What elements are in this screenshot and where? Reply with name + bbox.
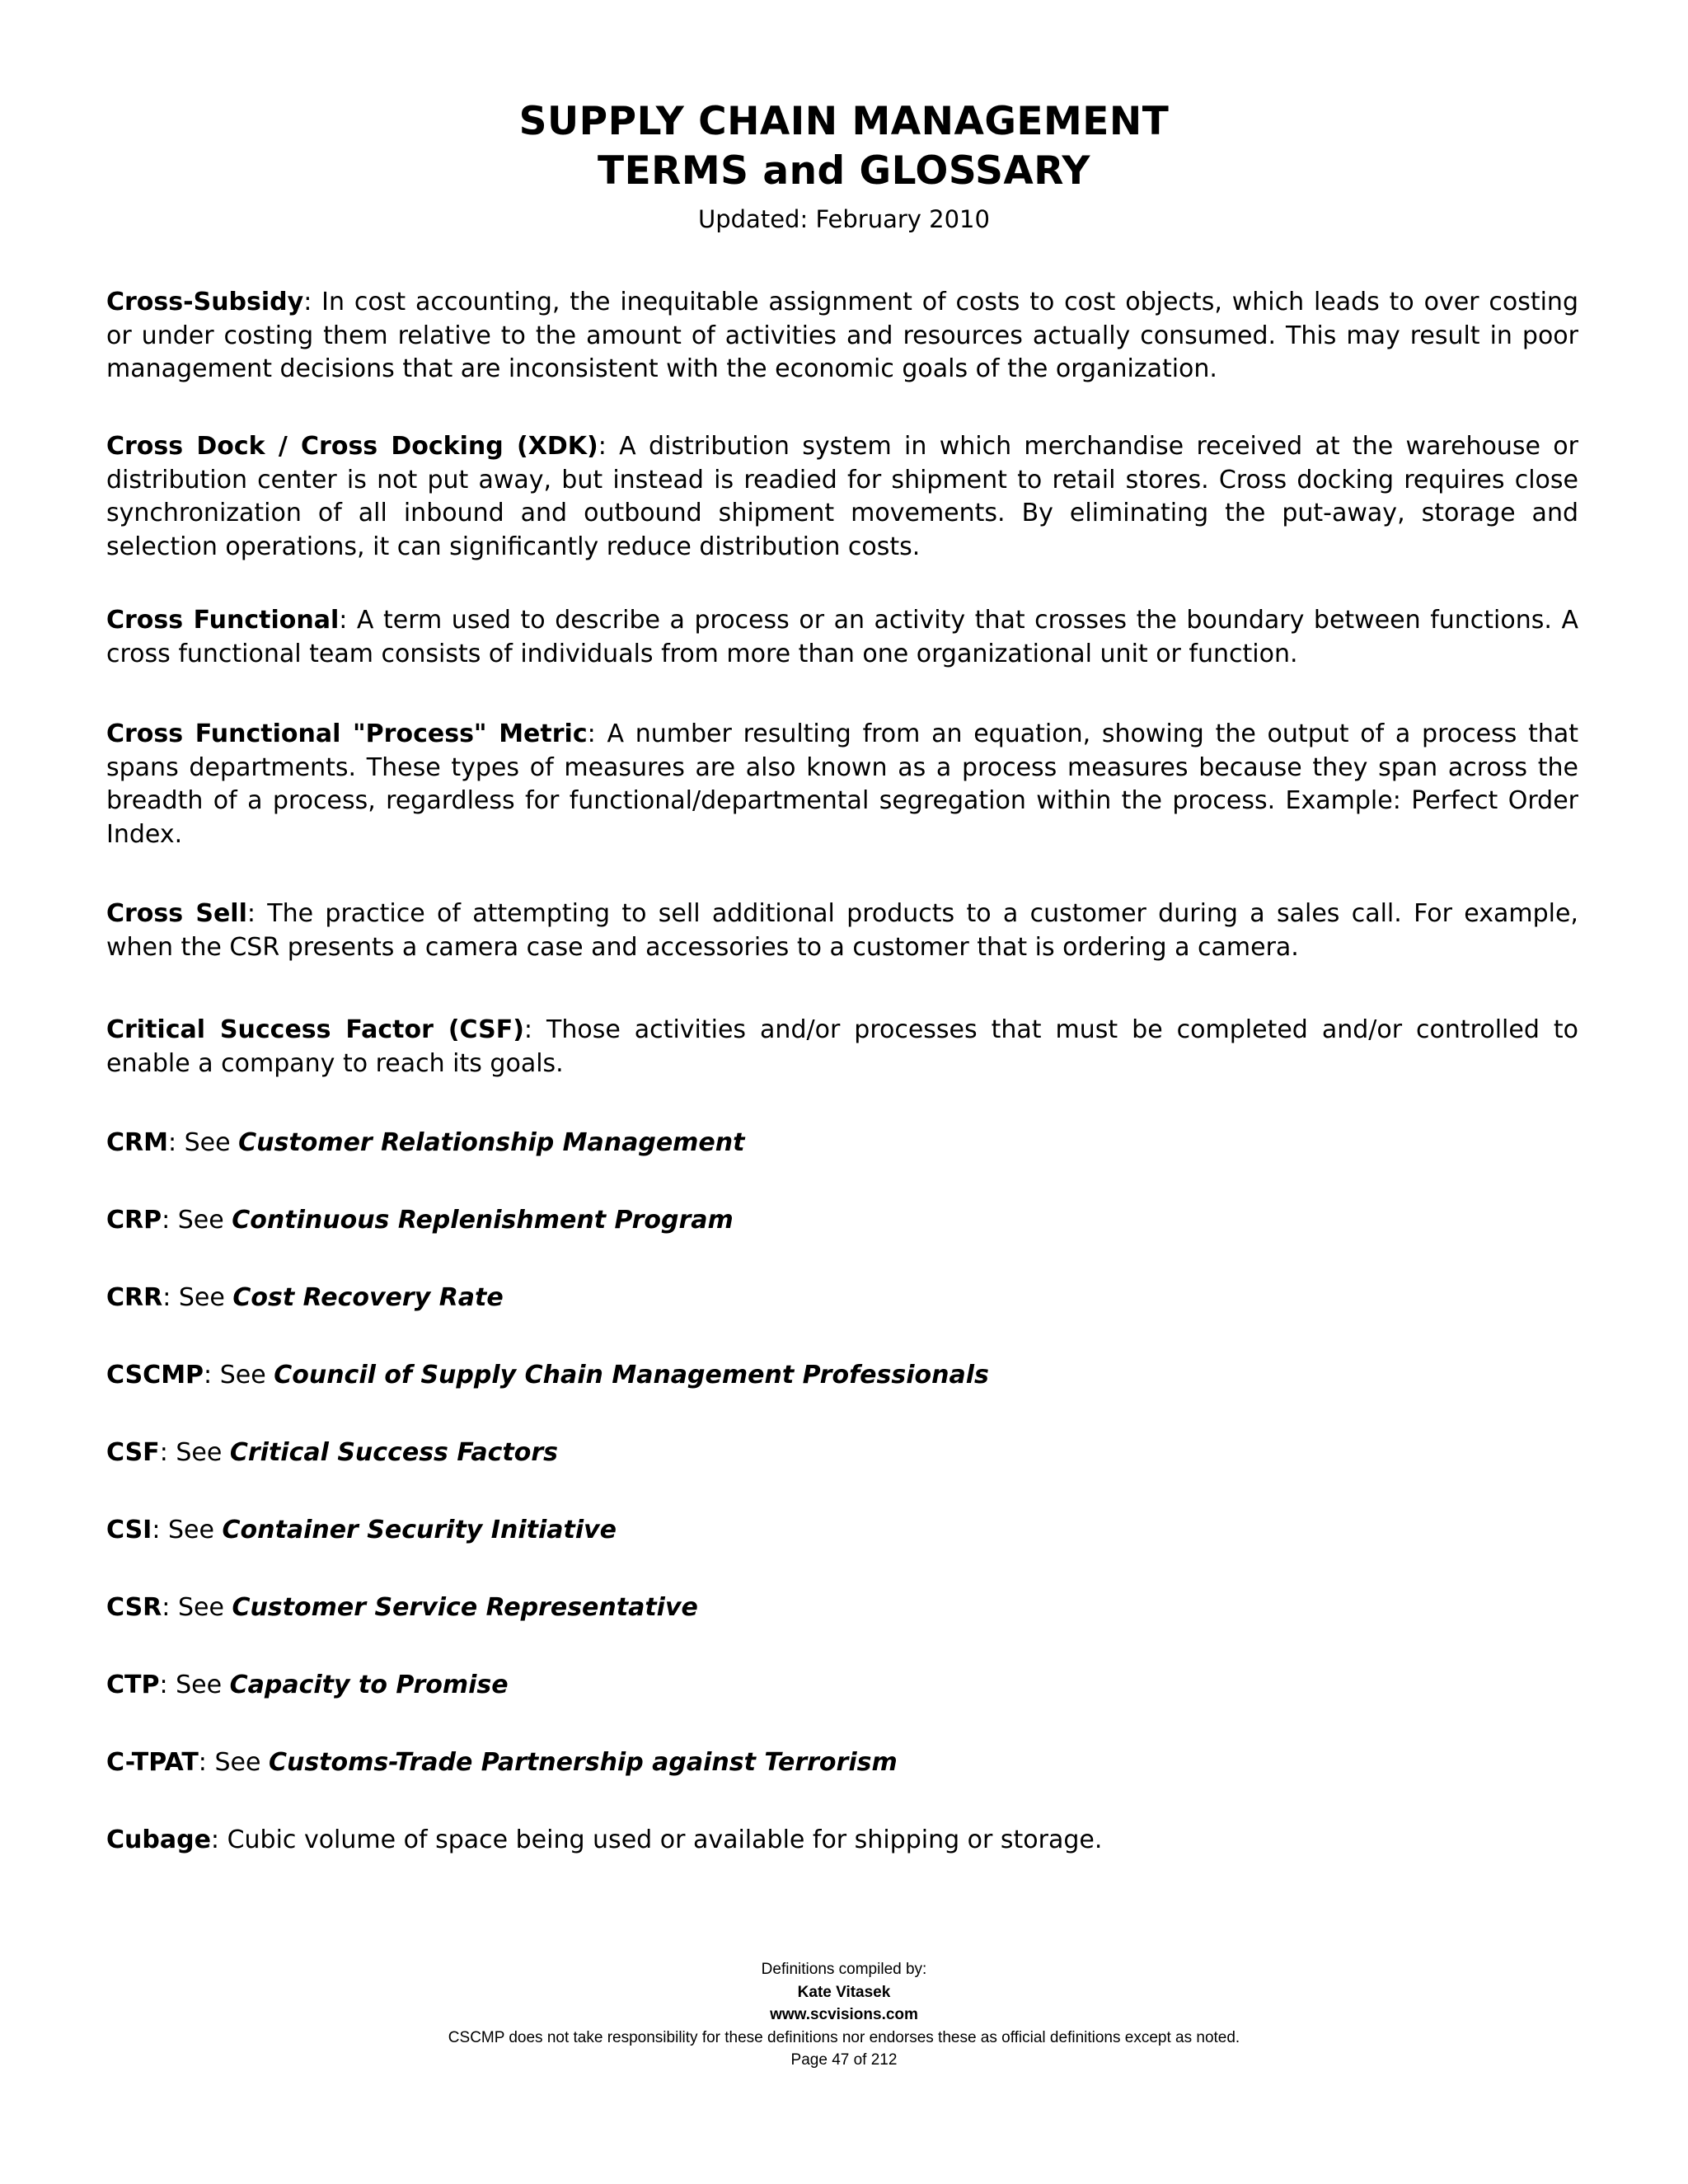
see-text: See bbox=[178, 1283, 233, 1312]
glossary-entry bbox=[106, 1359, 1578, 1393]
footer-author: Kate Vitasek bbox=[797, 1983, 891, 2001]
document-header bbox=[0, 97, 1688, 234]
glossary-entry bbox=[106, 1127, 1578, 1160]
glossary-entry bbox=[106, 1282, 1578, 1315]
footer-page-number: Page 47 of 212 bbox=[790, 2051, 898, 2069]
footer-compiled-by: Definitions compiled by: bbox=[761, 1961, 927, 1978]
glossary-term: Cross Sell bbox=[106, 899, 247, 928]
glossary-entry bbox=[106, 718, 1578, 851]
glossary-term: CRR bbox=[106, 1283, 163, 1312]
glossary-entry bbox=[106, 1514, 1578, 1548]
glossary-term: Critical Success Factor (CSF) bbox=[106, 1015, 524, 1044]
glossary-term: CSF bbox=[106, 1438, 160, 1467]
cross-reference: Capacity to Promise bbox=[229, 1671, 509, 1699]
glossary-entry bbox=[106, 898, 1578, 964]
glossary-entry bbox=[106, 1746, 1578, 1780]
cross-reference: Council of Supply Chain Management Professionals bbox=[274, 1361, 989, 1390]
cross-reference: Customs-Trade Partnership against Terrorism bbox=[268, 1748, 898, 1777]
glossary-entry bbox=[106, 1669, 1578, 1703]
glossary-term: CSR bbox=[106, 1593, 162, 1622]
glossary-term: CSI bbox=[106, 1516, 152, 1544]
see-text: See bbox=[184, 1128, 239, 1157]
glossary-definition: Cubic volume of space being used or available for shipping or storage. bbox=[227, 1825, 1103, 1854]
cross-reference: Continuous Replenishment Program bbox=[232, 1206, 734, 1235]
term-separator: : bbox=[303, 288, 322, 316]
term-separator: : bbox=[162, 1283, 179, 1312]
term-separator: : bbox=[162, 1593, 178, 1622]
term-separator: : bbox=[210, 1825, 227, 1854]
glossary-definition: The practice of attempting to sell additional products to a customer during a sales call. For example, when the CSR presents a camera case and accessories to a customer that is ordering a camera. bbox=[106, 899, 1578, 962]
glossary-term: Cross Dock / Cross Docking (XDK) bbox=[106, 432, 598, 461]
glossary-term: Cubage bbox=[106, 1825, 211, 1854]
see-text: See bbox=[219, 1361, 274, 1390]
term-separator: : bbox=[204, 1361, 220, 1390]
footer-website: www.scvisions.com bbox=[770, 2006, 918, 2023]
glossary-term: CRM bbox=[106, 1128, 168, 1157]
term-separator: : bbox=[198, 1748, 215, 1777]
title-line-1: SUPPLY CHAIN MANAGEMENT bbox=[518, 99, 1170, 144]
see-text: See bbox=[168, 1516, 223, 1544]
term-separator: : bbox=[339, 606, 357, 635]
glossary-term: Cross Functional bbox=[106, 606, 340, 635]
see-text: See bbox=[176, 1671, 230, 1699]
glossary-entry bbox=[106, 1824, 1578, 1858]
term-separator: : bbox=[162, 1206, 178, 1235]
footer-disclaimer: CSCMP does not take responsibility for these definitions nor endorses these as official definitions except as noted. bbox=[448, 2028, 1240, 2046]
see-text: See bbox=[177, 1206, 232, 1235]
glossary-entry bbox=[106, 1436, 1578, 1470]
glossary-definition: A term used to describe a process or an activity that crosses the boundary between functions. A cross functional team consists of individuals from more than one organizational unit or function. bbox=[106, 606, 1578, 668]
glossary-definition: In cost accounting, the inequitable assignment of costs to cost objects, which leads to over costing or under costing them relative to the amount of activities and resources actually consumed. This may result in poor management decisions that are inconsistent with the economic goals of the organization. bbox=[106, 288, 1578, 383]
glossary-term: CSCMP bbox=[106, 1361, 204, 1390]
term-separator: : bbox=[246, 899, 268, 928]
term-separator: : bbox=[598, 432, 620, 461]
glossary-term: Cross-Subsidy bbox=[106, 288, 304, 316]
cross-reference: Customer Relationship Management bbox=[238, 1128, 745, 1157]
glossary-term: CRP bbox=[106, 1206, 162, 1235]
glossary-entry bbox=[106, 286, 1578, 387]
see-text: See bbox=[177, 1593, 232, 1622]
title-line-2: TERMS and GLOSSARY bbox=[598, 148, 1090, 194]
glossary-term: Cross Functional "Process" Metric bbox=[106, 719, 588, 748]
see-text: See bbox=[176, 1438, 230, 1467]
cross-reference: Critical Success Factors bbox=[229, 1438, 559, 1467]
glossary-entry bbox=[106, 1591, 1578, 1625]
glossary-definition: Those activities and/or processes that must be completed and/or controlled to enable a company to reach its goals. bbox=[106, 1015, 1578, 1078]
term-separator: : bbox=[159, 1671, 176, 1699]
term-separator: : bbox=[587, 719, 607, 748]
glossary-definition: A distribution system in which merchandise received at the warehouse or distribution center is not put away, but instead is readied for shipment to retail stores. Cross docking requires close synchronization of all inbound and outbound shipment movements. By eliminating the put-away, storage and selection operations, it can significantly reduce distribution costs. bbox=[106, 432, 1578, 561]
glossary-entry bbox=[106, 1204, 1578, 1238]
page-footer bbox=[0, 1958, 1688, 2072]
glossary-term: CTP bbox=[106, 1671, 160, 1699]
term-separator: : bbox=[167, 1128, 185, 1157]
term-separator: : bbox=[152, 1516, 168, 1544]
glossary-entry bbox=[106, 430, 1578, 564]
see-text: See bbox=[214, 1748, 269, 1777]
glossary-entry bbox=[106, 604, 1578, 671]
glossary-definition: A number resulting from an equation, showing the output of a process that spans departments. These types of measures are also known as a process measures because they span across the breadth of a process, regardless for functional/departmental segregation within the process. Example: Perfect Order Index. bbox=[106, 719, 1578, 849]
glossary-term: C-TPAT bbox=[106, 1748, 199, 1777]
cross-reference: Container Security Initiative bbox=[222, 1516, 617, 1544]
term-separator: : bbox=[159, 1438, 176, 1467]
glossary-entry bbox=[106, 1014, 1578, 1080]
updated-date: Updated: February 2010 bbox=[698, 205, 990, 233]
cross-reference: Cost Recovery Rate bbox=[232, 1283, 504, 1312]
term-separator: : bbox=[523, 1015, 547, 1044]
cross-reference: Customer Service Representative bbox=[232, 1593, 698, 1622]
